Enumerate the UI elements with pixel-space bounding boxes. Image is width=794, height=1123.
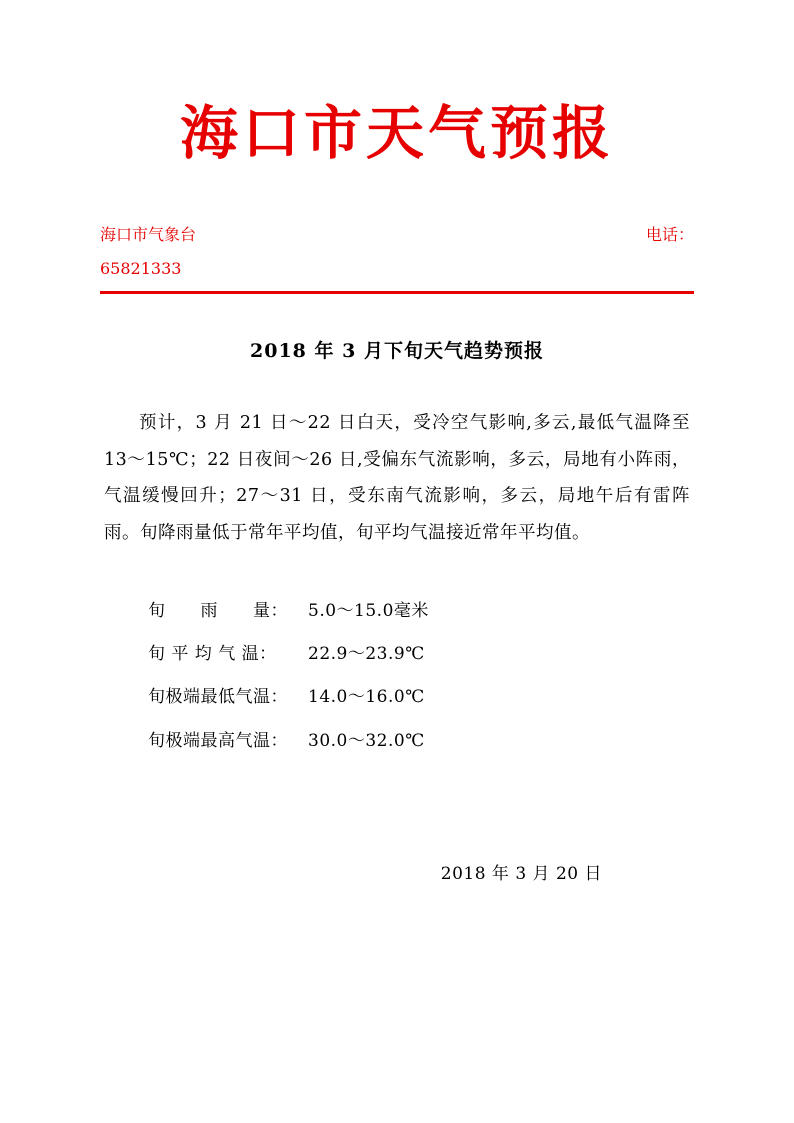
stat-value: 30.0～32.0℃ xyxy=(308,730,425,751)
statistics-list xyxy=(100,590,694,763)
list-item xyxy=(148,720,694,763)
forecast-paragraph: 预计，3 月 21 日～22 日白天，受冷空气影响,多云,最低气温降至 13～15℃；22 日夜间～26 日,受偏东气流影响，多云，局地有小阵雨，气温缓慢回升；27～31 日，受东南气流影响，多云，局地午后有雷阵雨。旬降雨量低于常年平均值，旬平均气温接近常年平均值。 xyxy=(104,412,690,544)
issuer-phone-number: 65821333 xyxy=(100,259,182,279)
list-item xyxy=(148,633,694,676)
list-item xyxy=(148,590,694,633)
issuer-office: 海口市气象台 xyxy=(100,225,197,244)
stat-label: 旬极端最低气温： xyxy=(148,687,288,708)
issuer-row xyxy=(100,220,694,285)
issuer-phone-label: 电话： xyxy=(645,225,694,244)
stat-value: 14.0～16.0℃ xyxy=(308,687,425,708)
stat-value: 5.0～15.0毫米 xyxy=(308,600,429,621)
stat-label: 旬 平 均 气 温： xyxy=(148,644,277,665)
document-title: 2018 年 3 月下旬天气趋势预报 xyxy=(250,339,544,362)
issuer-info xyxy=(100,220,196,285)
stat-label: 旬极端最高气温： xyxy=(148,730,288,751)
stat-value: 22.9～23.9℃ xyxy=(308,644,425,665)
stat-label: 旬 雨 量： xyxy=(148,600,288,621)
issue-date: 2018 年 3 月 20 日 xyxy=(440,864,602,885)
list-item xyxy=(148,676,694,719)
masthead-title: 海口市天气预报 xyxy=(179,99,614,167)
header-divider xyxy=(100,291,694,294)
